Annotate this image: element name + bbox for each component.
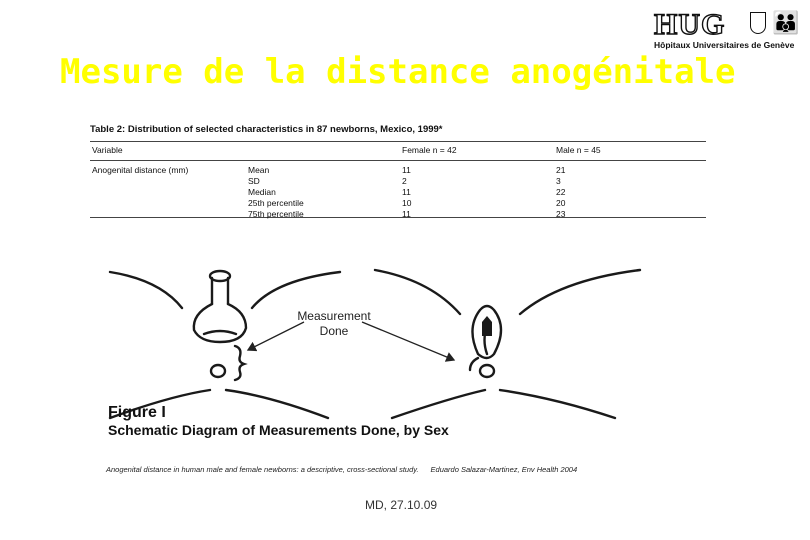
male-value: 22 bbox=[556, 187, 566, 197]
female-value: 11 bbox=[402, 187, 411, 197]
female-value: 11 bbox=[402, 165, 411, 175]
male-value: 23 bbox=[556, 209, 566, 219]
stat-label: 25th percentile bbox=[248, 198, 304, 208]
hug-logo bbox=[654, 10, 798, 52]
measurement-label-line1: Measurement bbox=[297, 309, 371, 323]
male-value: 20 bbox=[556, 198, 566, 208]
logo-subtitle: Hôpitaux Universitaires de Genève bbox=[654, 40, 795, 50]
people-icon: 👪 bbox=[772, 10, 800, 35]
stat-label: SD bbox=[248, 176, 260, 186]
female-value: 10 bbox=[402, 198, 412, 208]
logo-wordmark: HUG bbox=[654, 8, 726, 41]
stat-label: Mean bbox=[248, 165, 270, 175]
header-male: Male n = 45 bbox=[556, 145, 601, 155]
arrow-to-male bbox=[248, 322, 304, 350]
figure-title: Figure I bbox=[108, 404, 166, 421]
arrow-to-female bbox=[362, 322, 454, 360]
measurement-label-line2: Done bbox=[319, 324, 349, 338]
female-value: 11 bbox=[402, 209, 411, 219]
table-header bbox=[90, 141, 706, 161]
slide-footer: MD, 27.10.09 bbox=[365, 498, 438, 512]
table-body bbox=[90, 161, 706, 218]
figure-caption bbox=[108, 404, 668, 438]
figure-subtitle: Schematic Diagram of Measurements Done, by Sex bbox=[108, 422, 449, 438]
stat-label: 75th percentile bbox=[248, 209, 304, 219]
geneva-crest-icon bbox=[750, 12, 766, 34]
reference-authors: Eduardo Salazar-Martinez, Env Health 2004 bbox=[430, 465, 578, 474]
header-variable: Variable bbox=[92, 145, 123, 155]
female-value: 2 bbox=[402, 176, 407, 186]
male-figure bbox=[110, 271, 340, 418]
reference-article: Anogenital distance in human male and female newborns: a descriptive, cross-sectional study. bbox=[106, 465, 419, 474]
table-caption: Table 2: Distribution of selected characteristics in 87 newborns, Mexico, 1999* bbox=[90, 124, 443, 135]
male-value: 21 bbox=[556, 165, 566, 175]
slide-title: Mesure de la distance anogénitale bbox=[60, 52, 736, 92]
stat-label: Median bbox=[248, 187, 276, 197]
variable-name: Anogenital distance (mm) bbox=[92, 165, 189, 175]
clitoris-mark bbox=[482, 316, 492, 336]
characteristics-table bbox=[90, 124, 706, 218]
reference bbox=[106, 465, 577, 474]
male-value: 3 bbox=[556, 176, 561, 186]
header-female: Female n = 42 bbox=[402, 145, 457, 155]
